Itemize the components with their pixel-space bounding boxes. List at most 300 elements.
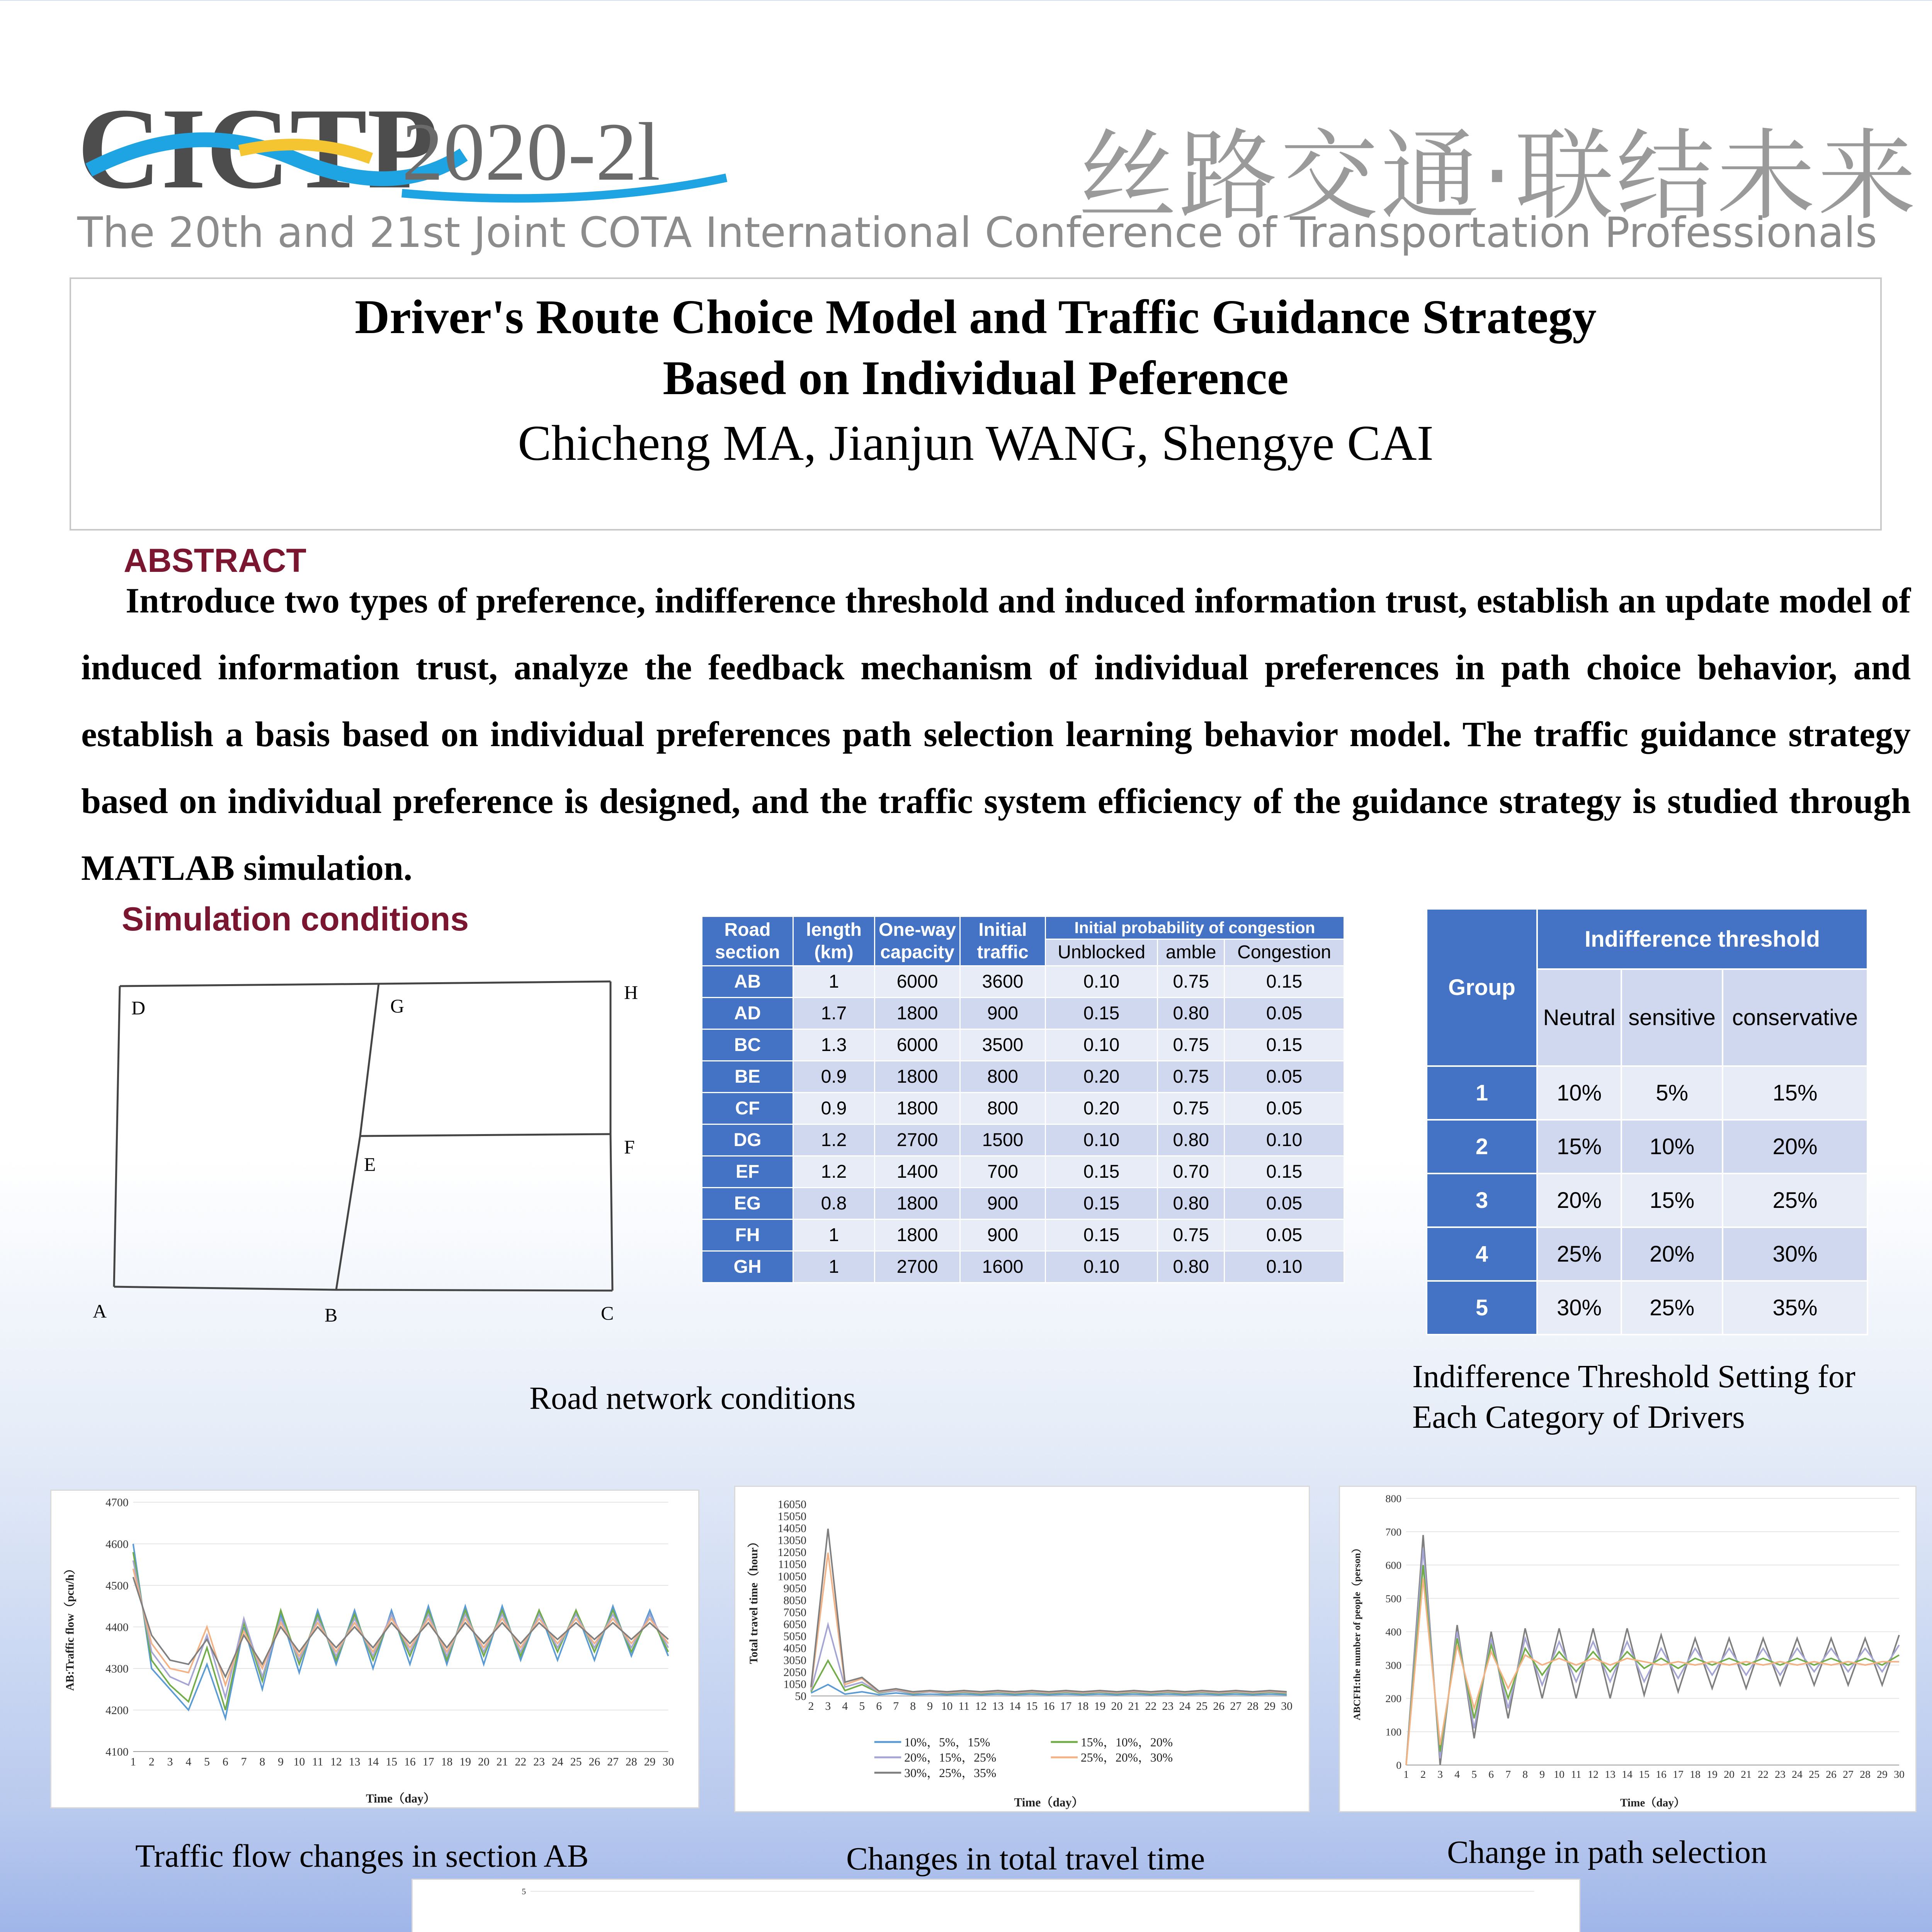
table-cell: 2700 xyxy=(875,1251,960,1283)
table-cell: AD xyxy=(702,998,793,1029)
indifference-threshold-table xyxy=(1426,908,1868,1335)
table-cell: 0.80 xyxy=(1158,1251,1225,1283)
table-row xyxy=(702,1251,1344,1283)
col-header: Road section xyxy=(702,917,793,966)
table-cell: 0.8 xyxy=(793,1188,875,1219)
abstract-body: Introduce two types of preference, indifference threshold and induced information trust, establish an update model of induced information trust, analyze the feedback mechanism of individual preferences in path choice behavior, and establish a basis based on individual preferences path selection learning behavior model. The traffic guidance strategy based on individual preference is designed, and the traffic system efficiency of the guidance strategy is studied through MATLAB simulation. xyxy=(81,581,1911,888)
table-cell: 1800 xyxy=(875,1219,960,1251)
table-cell: 3600 xyxy=(960,966,1046,998)
abstract-heading: ABSTRACT xyxy=(124,542,306,579)
logo-text: CICTP xyxy=(77,93,438,213)
x-tick-label: 18 xyxy=(1690,1769,1701,1781)
legend xyxy=(874,1735,1173,1779)
x-tick-label: 11 xyxy=(312,1755,323,1768)
table-cell: 0.15 xyxy=(1046,1156,1158,1188)
x-tick-label: 7 xyxy=(1505,1769,1511,1781)
table-cell: 1 xyxy=(793,1251,875,1283)
table-row xyxy=(702,1093,1344,1124)
col-subheader: Congestion xyxy=(1225,939,1344,966)
table-cell: 15% xyxy=(1621,1173,1723,1227)
x-tick-label: 9 xyxy=(1539,1769,1545,1781)
table-row xyxy=(1427,1066,1867,1120)
indifference-table-caption: Indifference Threshold Setting for Each Category of Drivers xyxy=(1412,1359,1855,1435)
y-tick-label: 11050 xyxy=(778,1558,806,1571)
x-tick-label: 28 xyxy=(626,1755,637,1768)
x-tick-label: 20 xyxy=(1724,1769,1735,1781)
x-tick-label: 8 xyxy=(1522,1769,1528,1781)
series-line-4 xyxy=(811,1529,1287,1692)
table-row xyxy=(1427,1227,1867,1281)
x-tick-label: 12 xyxy=(330,1755,342,1768)
chart-caption: Change in path selection xyxy=(1447,1834,1767,1870)
table-cell: GH xyxy=(702,1251,793,1283)
table-row xyxy=(1427,1120,1867,1173)
x-tick-label: 8 xyxy=(259,1755,265,1768)
table-cell: 1 xyxy=(793,966,875,998)
y-axis-label: AB:Traffic flow（pcu/h） xyxy=(63,1563,77,1691)
x-tick-label: 7 xyxy=(893,1699,899,1713)
table-cell: 1800 xyxy=(875,1093,960,1124)
simulation-heading: Simulation conditions xyxy=(122,901,469,938)
chart-path-selection xyxy=(1339,1486,1917,1812)
x-tick-label: 19 xyxy=(459,1755,471,1768)
x-tick-label: 23 xyxy=(1162,1699,1174,1713)
table-cell: 0.10 xyxy=(1225,1124,1344,1156)
table-row xyxy=(702,966,1344,998)
table-cell: 35% xyxy=(1723,1281,1867,1335)
table-cell: 20% xyxy=(1537,1173,1621,1227)
col-subheader: Neutral xyxy=(1537,969,1621,1066)
y-tick-label: 3050 xyxy=(783,1654,806,1667)
y-tick-label: 4700 xyxy=(105,1496,129,1509)
table-cell: 0.70 xyxy=(1158,1156,1225,1188)
table-cell: AB xyxy=(702,966,793,998)
table-row xyxy=(702,1124,1344,1156)
x-tick-label: 10 xyxy=(941,1699,953,1713)
table-cell: 900 xyxy=(960,998,1046,1029)
x-tick-label: 30 xyxy=(1894,1769,1905,1781)
x-tick-label: 3 xyxy=(825,1699,831,1713)
x-tick-label: 10 xyxy=(293,1755,305,1768)
table-cell: 0.10 xyxy=(1046,1251,1158,1283)
edge-AD xyxy=(114,986,120,1287)
y-tick-label: 10050 xyxy=(777,1570,806,1583)
y-tick-label: 9050 xyxy=(783,1582,806,1595)
table-cell: 25% xyxy=(1723,1173,1867,1227)
x-tick-label: 13 xyxy=(349,1755,361,1768)
table-row xyxy=(702,1219,1344,1251)
table-cell: CF xyxy=(702,1093,793,1124)
table-cell: 0.10 xyxy=(1046,1029,1158,1061)
table-cell: 5% xyxy=(1621,1066,1723,1120)
x-tick-label: 4 xyxy=(842,1699,848,1713)
table-cell: 5 xyxy=(1427,1281,1537,1335)
x-tick-label: 23 xyxy=(1775,1769,1786,1781)
table-cell: BC xyxy=(702,1029,793,1061)
table-cell: EF xyxy=(702,1156,793,1188)
y-axis-label: Total travel time（hour） xyxy=(747,1536,760,1664)
x-tick-label: 14 xyxy=(367,1755,379,1768)
table-cell: 0.15 xyxy=(1046,1219,1158,1251)
node-label: E xyxy=(364,1153,376,1175)
x-tick-label: 15 xyxy=(1639,1769,1650,1781)
y-tick-label: 200 xyxy=(1385,1693,1402,1705)
table-cell: 1.2 xyxy=(793,1156,875,1188)
table-cell: 1.3 xyxy=(793,1029,875,1061)
x-tick-label: 21 xyxy=(496,1755,508,1768)
table-cell: 0.80 xyxy=(1158,1188,1225,1219)
table-cell: 30% xyxy=(1723,1227,1867,1281)
y-tick-label: 5050 xyxy=(783,1630,806,1643)
col-header: Initial traffic xyxy=(960,917,1046,966)
x-tick-label: 29 xyxy=(1877,1769,1888,1781)
table-cell: 900 xyxy=(960,1219,1046,1251)
table-cell: DG xyxy=(702,1124,793,1156)
y-tick-label: 15050 xyxy=(777,1510,806,1523)
x-tick-label: 3 xyxy=(1437,1769,1443,1781)
x-tick-label: 6 xyxy=(222,1755,228,1768)
table-cell: 800 xyxy=(960,1061,1046,1093)
x-tick-label: 27 xyxy=(607,1755,619,1768)
table-cell: 0.9 xyxy=(793,1061,875,1093)
x-tick-label: 26 xyxy=(588,1755,600,1768)
x-tick-label: 19 xyxy=(1094,1699,1106,1713)
x-tick-label: 2 xyxy=(808,1699,814,1713)
edge-GH xyxy=(379,981,611,984)
edge-AB xyxy=(114,1287,336,1290)
y-tick-label: 12050 xyxy=(777,1546,806,1559)
chart-caption: Changes in total travel time xyxy=(846,1841,1205,1877)
x-tick-label: 22 xyxy=(515,1755,527,1768)
table-row xyxy=(702,1156,1344,1188)
x-tick-label: 9 xyxy=(927,1699,933,1713)
y-tick-label: 14050 xyxy=(777,1522,806,1535)
table-cell: 1.2 xyxy=(793,1124,875,1156)
table-cell: 0.15 xyxy=(1046,998,1158,1029)
edge-EF xyxy=(360,1134,611,1136)
y-tick-label: 4200 xyxy=(105,1704,129,1717)
table-cell: 6000 xyxy=(875,1029,960,1061)
x-tick-label: 5 xyxy=(859,1699,865,1713)
node-label: B xyxy=(325,1304,338,1326)
node-label: D xyxy=(131,997,146,1019)
table-cell: 1800 xyxy=(875,998,960,1029)
plot-area xyxy=(778,1498,1293,1713)
table-cell: 800 xyxy=(960,1093,1046,1124)
table-cell: 0.10 xyxy=(1046,1124,1158,1156)
y-tick-label: 100 xyxy=(1385,1726,1402,1738)
plot-area xyxy=(522,1887,1538,1932)
table-cell: 0.05 xyxy=(1225,1061,1344,1093)
series-line-3 xyxy=(1406,1578,1899,1765)
x-tick-label: 14 xyxy=(1009,1699,1021,1713)
road-section-table xyxy=(701,916,1345,1283)
edge-EG xyxy=(360,984,379,1136)
x-tick-label: 13 xyxy=(1605,1769,1616,1781)
y-tick-label: 4400 xyxy=(105,1621,129,1634)
x-tick-label: 1 xyxy=(1403,1769,1409,1781)
table-cell: 3 xyxy=(1427,1173,1537,1227)
table-cell: 0.20 xyxy=(1046,1093,1158,1124)
x-tick-label: 17 xyxy=(1060,1699,1072,1713)
table-cell: 15% xyxy=(1723,1066,1867,1120)
x-tick-label: 16 xyxy=(1043,1699,1055,1713)
x-tick-label: 24 xyxy=(1179,1699,1191,1713)
table-cell: 0.05 xyxy=(1225,1188,1344,1219)
table-cell: 0.75 xyxy=(1158,1219,1225,1251)
x-tick-label: 25 xyxy=(570,1755,582,1768)
table-cell: 0.15 xyxy=(1046,1188,1158,1219)
chart-caption: Traffic flow changes in section AB xyxy=(135,1838,589,1874)
y-tick-label: 50 xyxy=(795,1690,806,1703)
y-tick-label: 16050 xyxy=(777,1498,806,1511)
network-caption: Road network conditions xyxy=(529,1380,856,1416)
x-tick-label: 27 xyxy=(1230,1699,1242,1713)
col-group-header: Indifference threshold xyxy=(1537,909,1867,969)
y-tick-label: 4500 xyxy=(105,1579,129,1592)
table-cell: 0.20 xyxy=(1046,1061,1158,1093)
node-label: H xyxy=(624,981,638,1003)
x-tick-label: 13 xyxy=(992,1699,1004,1713)
col-header: length (km) xyxy=(793,917,875,966)
table-cell: 0.75 xyxy=(1158,1093,1225,1124)
table-cell: 1800 xyxy=(875,1188,960,1219)
x-axis-label: Time（day） xyxy=(1014,1796,1084,1810)
table-cell: 0.05 xyxy=(1225,998,1344,1029)
y-tick-label: 800 xyxy=(1385,1493,1402,1505)
authors: Chicheng MA, Jianjun WANG, Shengye CAI xyxy=(518,415,1434,471)
x-tick-label: 30 xyxy=(662,1755,674,1768)
node-label: C xyxy=(601,1302,614,1324)
table-cell: 15% xyxy=(1537,1120,1621,1173)
x-tick-label: 20 xyxy=(478,1755,490,1768)
table-cell: 1 xyxy=(1427,1066,1537,1120)
conference-slogan: 丝路交通·联结未来 xyxy=(1078,119,1919,234)
paper-title-line1: Driver's Route Choice Model and Traffic Guidance Strategy xyxy=(355,291,1597,344)
x-tick-label: 8 xyxy=(910,1699,916,1713)
series-line-0 xyxy=(133,1544,668,1718)
table-cell: 0.75 xyxy=(1158,1029,1225,1061)
table-cell: FH xyxy=(702,1219,793,1251)
legend-entry: 25%，20%，30% xyxy=(1080,1751,1173,1765)
table-cell: 0.15 xyxy=(1225,1029,1344,1061)
col-subheader: sensitive xyxy=(1621,969,1723,1066)
table-cell: 0.10 xyxy=(1225,1251,1344,1283)
legend-entry: 15%，10%，20% xyxy=(1080,1735,1173,1749)
paper-title-line2: Based on Individual Peference xyxy=(663,352,1289,405)
x-tick-label: 4 xyxy=(185,1755,192,1768)
x-tick-label: 16 xyxy=(404,1755,416,1768)
x-tick-label: 26 xyxy=(1826,1769,1837,1781)
edge-BE xyxy=(336,1136,360,1290)
y-tick-label: 2050 xyxy=(783,1666,806,1679)
col-header: One-way capacity xyxy=(875,917,960,966)
x-tick-label: 18 xyxy=(1077,1699,1089,1713)
table-row xyxy=(702,1188,1344,1219)
table-cell: 700 xyxy=(960,1156,1046,1188)
node-label: A xyxy=(93,1300,107,1322)
table-cell: 0.80 xyxy=(1158,1124,1225,1156)
y-tick-label: 6050 xyxy=(783,1618,806,1631)
x-tick-label: 24 xyxy=(552,1755,563,1768)
x-tick-label: 29 xyxy=(644,1755,656,1768)
table-cell: 0.80 xyxy=(1158,998,1225,1029)
table-cell: 1600 xyxy=(960,1251,1046,1283)
table-cell: 2700 xyxy=(875,1124,960,1156)
table-row xyxy=(702,998,1344,1029)
table-cell: 0.75 xyxy=(1158,1061,1225,1093)
x-tick-label: 12 xyxy=(1588,1769,1599,1781)
x-tick-label: 5 xyxy=(204,1755,210,1768)
table-cell: 10% xyxy=(1621,1120,1723,1173)
table-cell: 20% xyxy=(1723,1120,1867,1173)
y-tick-label: 0 xyxy=(1396,1759,1402,1772)
x-tick-label: 5 xyxy=(1471,1769,1477,1781)
x-tick-label: 18 xyxy=(441,1755,453,1768)
x-axis-label: Time（day） xyxy=(1620,1797,1685,1810)
x-tick-label: 15 xyxy=(386,1755,398,1768)
x-tick-label: 7 xyxy=(241,1755,247,1768)
table-cell: 1.7 xyxy=(793,998,875,1029)
table-row xyxy=(702,1061,1344,1093)
series-line-0 xyxy=(1406,1535,1899,1765)
legend-entry: 20%，15%，25% xyxy=(904,1751,997,1765)
table-cell: 0.15 xyxy=(1225,1156,1344,1188)
x-tick-label: 25 xyxy=(1196,1699,1208,1713)
col-header: Group xyxy=(1427,909,1537,1066)
chart-neutral-driver-path xyxy=(412,1879,1580,1932)
road-network-diagram xyxy=(81,970,676,1333)
conference-name: The 20th and 21st Joint COTA International Conference of Transportation Professionals xyxy=(77,209,1877,257)
col-subheader: amble xyxy=(1158,939,1225,966)
x-tick-label: 6 xyxy=(1488,1769,1494,1781)
table-cell: 1 xyxy=(793,1219,875,1251)
series-line-1 xyxy=(1406,1548,1899,1765)
table-row xyxy=(702,1029,1344,1061)
cictp-logo xyxy=(77,93,734,216)
x-tick-label: 23 xyxy=(533,1755,545,1768)
chart-total-travel-time xyxy=(734,1486,1310,1812)
x-tick-label: 29 xyxy=(1264,1699,1276,1713)
table-cell: 0.05 xyxy=(1225,1219,1344,1251)
edge-BC xyxy=(336,1290,612,1291)
edge-CF xyxy=(611,1134,612,1291)
x-tick-label: 11 xyxy=(1571,1769,1582,1781)
indifference-table-body xyxy=(1427,1066,1867,1335)
node-label: F xyxy=(624,1136,635,1158)
y-tick-label: 7050 xyxy=(783,1606,806,1619)
node-label: G xyxy=(390,995,405,1017)
table-cell: 4 xyxy=(1427,1227,1537,1281)
col-subheader: conservative xyxy=(1723,969,1867,1066)
x-tick-label: 17 xyxy=(1673,1769,1684,1781)
x-tick-label: 28 xyxy=(1247,1699,1259,1713)
y-tick-label: 400 xyxy=(1385,1626,1402,1638)
x-tick-label: 19 xyxy=(1707,1769,1718,1781)
y-tick-label: 4050 xyxy=(783,1642,806,1655)
table-cell: 6000 xyxy=(875,966,960,998)
col-subheader: Unblocked xyxy=(1046,939,1158,966)
x-tick-label: 21 xyxy=(1741,1769,1752,1781)
x-tick-label: 11 xyxy=(958,1699,969,1713)
table-cell: BE xyxy=(702,1061,793,1093)
x-tick-label: 25 xyxy=(1809,1769,1820,1781)
y-tick-label: 4100 xyxy=(105,1745,129,1759)
x-axis-label: Time（day） xyxy=(366,1792,436,1806)
x-tick-label: 17 xyxy=(422,1755,434,1768)
y-tick-label: 1050 xyxy=(783,1678,806,1691)
x-tick-label: 20 xyxy=(1111,1699,1123,1713)
series-line-1 xyxy=(133,1552,668,1710)
y-tick-label: 4300 xyxy=(105,1662,129,1675)
series-line-2 xyxy=(133,1560,668,1697)
x-tick-label: 15 xyxy=(1026,1699,1038,1713)
x-tick-label: 1 xyxy=(130,1755,136,1768)
y-tick-label: 8050 xyxy=(783,1594,806,1607)
x-tick-label: 27 xyxy=(1843,1769,1854,1781)
y-tick-label: 500 xyxy=(1385,1593,1402,1605)
y-tick-label: 700 xyxy=(1385,1526,1402,1538)
table-cell: 1800 xyxy=(875,1061,960,1093)
x-tick-label: 2 xyxy=(1420,1769,1426,1781)
table-cell: 10% xyxy=(1537,1066,1621,1120)
series-line-3 xyxy=(811,1553,1287,1692)
series-line-1 xyxy=(811,1661,1287,1694)
y-tick-label: 13050 xyxy=(777,1534,806,1547)
x-tick-label: 4 xyxy=(1454,1769,1460,1781)
y-tick-label: 600 xyxy=(1385,1560,1402,1572)
plot-area xyxy=(1385,1493,1904,1781)
table-cell: 25% xyxy=(1621,1281,1723,1335)
title-box xyxy=(70,277,1882,531)
legend-entry: 10%，5%，15% xyxy=(904,1735,990,1749)
col-group-header: Initial probability of congestion xyxy=(1046,917,1344,939)
table-cell: 30% xyxy=(1537,1281,1621,1335)
table-cell: 0.75 xyxy=(1158,966,1225,998)
table-cell: 0.05 xyxy=(1225,1093,1344,1124)
y-tick-label: 4600 xyxy=(105,1537,129,1551)
y-tick-label: 5 xyxy=(522,1887,526,1896)
series-line-2 xyxy=(811,1625,1287,1693)
table-cell: 3500 xyxy=(960,1029,1046,1061)
table-cell: 900 xyxy=(960,1188,1046,1219)
y-axis-label: ABCFH:the number of people（person） xyxy=(1351,1543,1362,1721)
network-edges xyxy=(114,981,612,1291)
table-cell: 2 xyxy=(1427,1120,1537,1173)
table-cell: 0.10 xyxy=(1046,966,1158,998)
x-tick-label: 10 xyxy=(1554,1769,1565,1781)
x-tick-label: 9 xyxy=(278,1755,284,1768)
x-tick-label: 2 xyxy=(148,1755,155,1768)
table-cell: 1400 xyxy=(875,1156,960,1188)
table-cell: 20% xyxy=(1621,1227,1723,1281)
x-tick-label: 22 xyxy=(1758,1769,1769,1781)
x-tick-label: 28 xyxy=(1860,1769,1871,1781)
road-table-body xyxy=(702,966,1344,1283)
chart-ab-traffic-flow xyxy=(50,1490,699,1808)
logo-year: 2020-2l xyxy=(402,105,660,198)
x-tick-label: 14 xyxy=(1622,1769,1633,1781)
plot-area xyxy=(105,1496,674,1768)
x-tick-label: 24 xyxy=(1792,1769,1803,1781)
table-row xyxy=(1427,1173,1867,1227)
legend-entry: 30%，25%，35% xyxy=(904,1766,997,1780)
table-row xyxy=(1427,1281,1867,1335)
table-cell: EG xyxy=(702,1188,793,1219)
x-tick-label: 26 xyxy=(1213,1699,1225,1713)
table-cell: 1500 xyxy=(960,1124,1046,1156)
edge-DG xyxy=(120,984,379,986)
